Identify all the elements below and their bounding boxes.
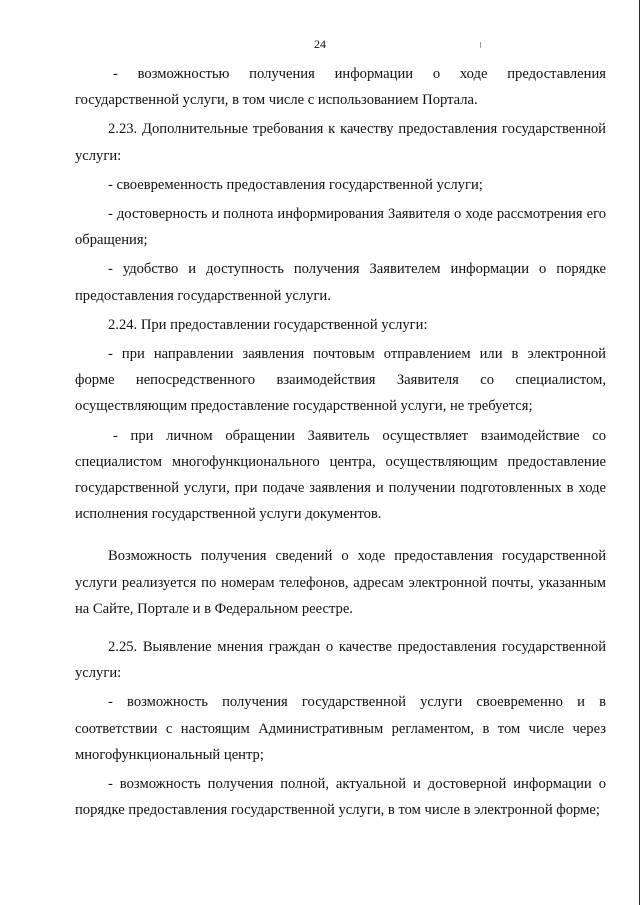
paragraph-status-info: Возможность получения сведений о ходе предоставления государственной услуги реализуется по номерам телефонов, адресам электронной почты, указанным на Сайте, Портале и в Федеральном реестре. — [75, 548, 606, 617]
paragraph-bullet-convenience: - удобство и доступность получения Заявителем информации о порядке предоставления государственной услуги. — [75, 261, 606, 304]
paragraph-bullet-reliability: - достоверность и полнота информирования Заявителя о ходе рассмотрения его обращения; — [75, 206, 606, 249]
scan-speck — [480, 42, 481, 48]
paragraph-2-23: 2.23. Дополнительные требования к качеству предоставления государственной услуги: — [75, 121, 606, 164]
paragraph-2-25: 2.25. Выявление мнения граждан о качестве предоставления государственной услуги: — [75, 639, 606, 682]
page-number: 24 — [314, 37, 326, 51]
paragraph-bullet-timeliness: - своевременность предоставления государственной услуги; — [108, 176, 483, 193]
paragraph-bullet-portal-info: - возможностью получения информации о ходе предоставления государственной услуги, в том числе с использованием Портала. — [75, 66, 606, 109]
paragraph-bullet-postal: - при направлении заявления почтовым отправлением или в электронной форме непосредственного взаимодействия Заявителя со специалистом, осуществляющим предоставление государственной услуги, не требуется; — [75, 346, 606, 415]
paragraph-bullet-full-info: - возможность получения полной, актуальной и достоверной информации о порядке предоставления государственной услуги, в том числе в электронной форме; — [75, 776, 606, 819]
paragraph-2-24: 2.24. При предоставлении государственной услуги: — [108, 316, 428, 333]
paragraph-bullet-personal: - при личном обращении Заявитель осуществляет взаимодействие со специалистом многофункционального центра, осуществляющим предоставление государственной услуги, при подаче заявления и получении подготовленных в ходе исполнения государственной услуги документов. — [75, 427, 606, 523]
document-body — [75, 61, 606, 823]
paragraph-bullet-timely-service: - возможность получения государственной услуги своевременно и в соответствии с настоящим Административным регламентом, в том числе через многофункциональный центр; — [75, 694, 606, 763]
